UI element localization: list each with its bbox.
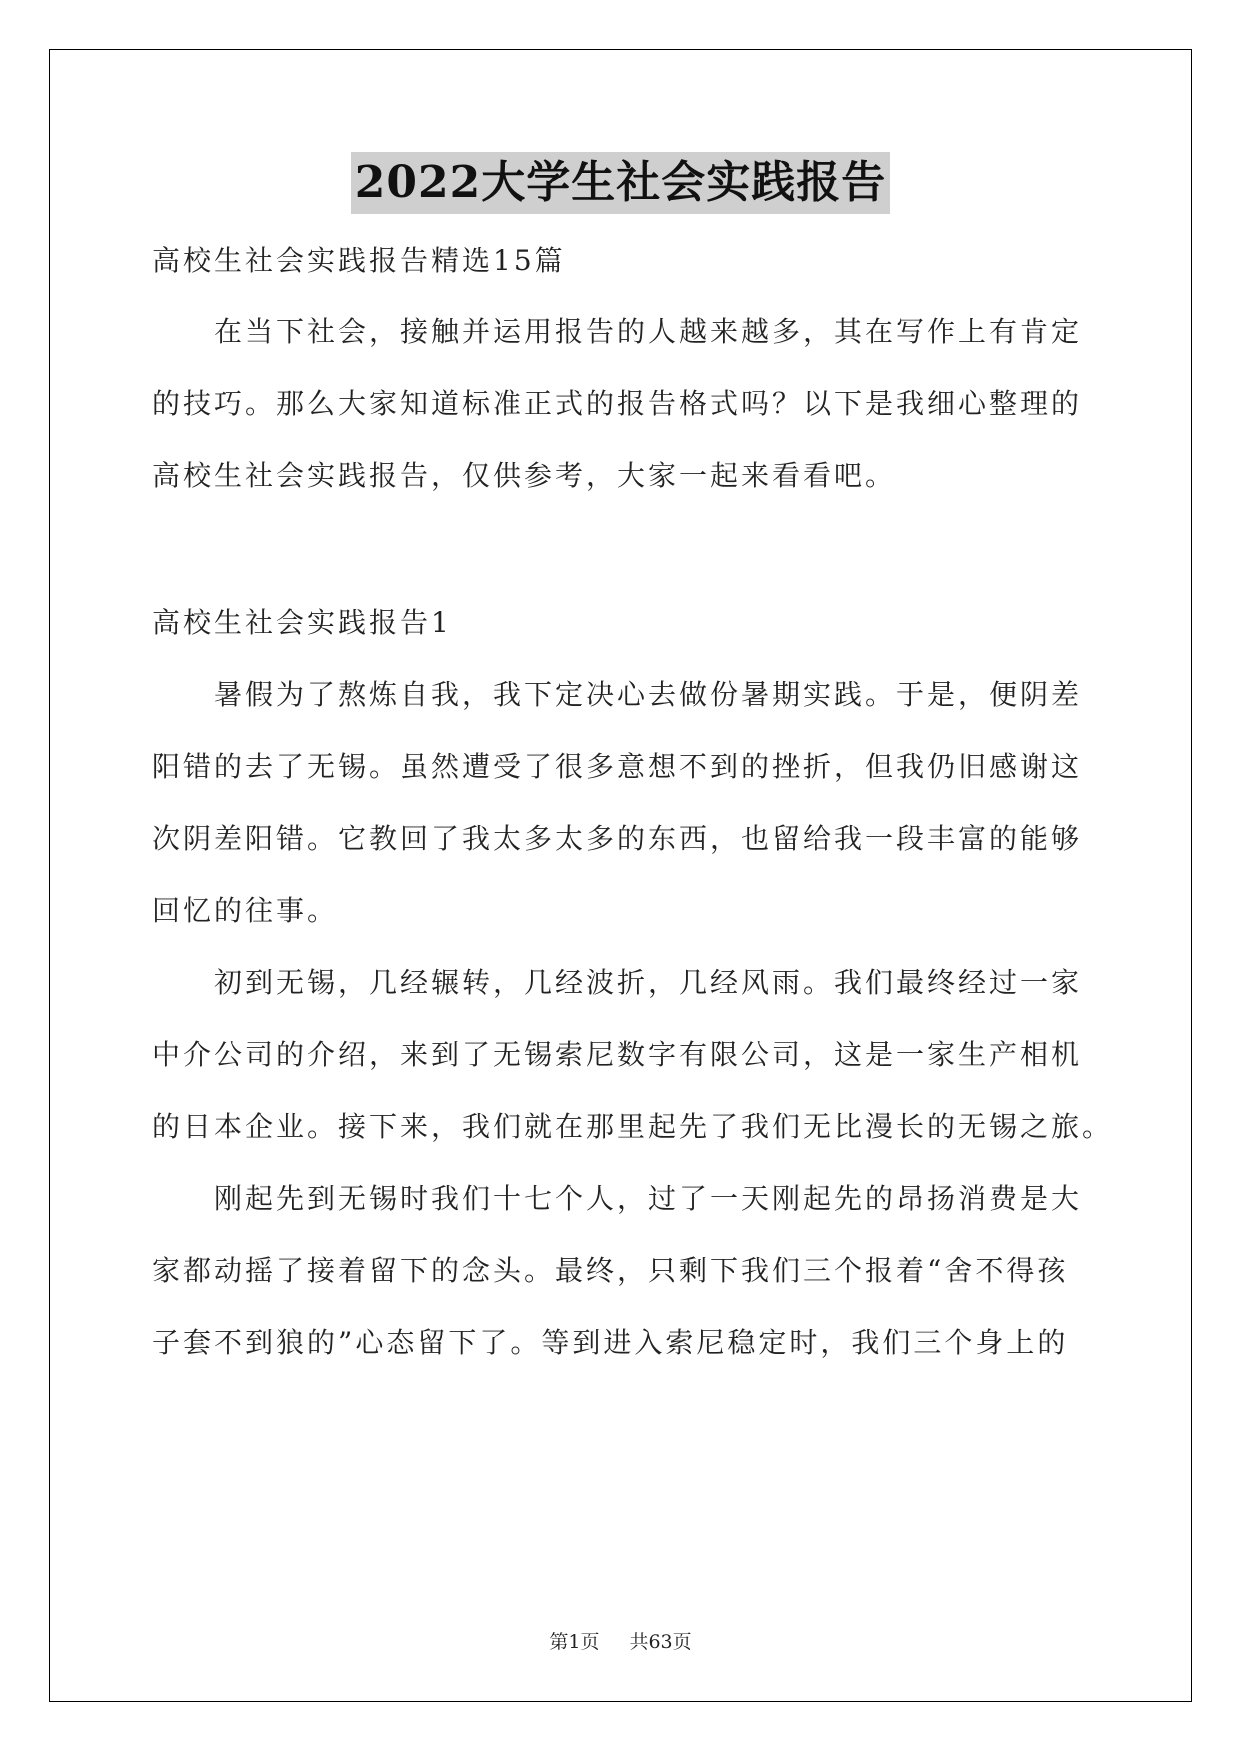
paragraph-line: 的日本企业。接下来，我们就在那里起先了我们无比漫长的无锡之旅。	[152, 1110, 1114, 1143]
subtitle-line: 高校生社会实践报告精选15篇	[152, 244, 566, 277]
paragraph-line: 的技巧。那么大家知道标准正式的报告格式吗？以下是我细心整理的	[152, 387, 1083, 420]
page-footer	[0, 1627, 1241, 1654]
paragraph-line: 阳错的去了无锡。虽然遭受了很多意想不到的挫折，但我仍旧感谢这	[152, 750, 1083, 783]
document-title: 2022大学生社会实践报告	[351, 152, 890, 214]
paragraph-line: 在当下社会，接触并运用报告的人越来越多，其在写作上有肯定	[214, 315, 1083, 348]
paragraph-line: 刚起先到无锡时我们十七个人，过了一天刚起先的昂扬消费是大	[214, 1182, 1083, 1215]
paragraph-line: 次阴差阳错。它教回了我太多太多的东西，也留给我一段丰富的能够	[152, 822, 1083, 855]
paragraph-line: 回忆的往事。	[152, 894, 339, 927]
paragraph-line: 暑假为了熬炼自我，我下定决心去做份暑期实践。于是，便阴差	[214, 678, 1083, 711]
title-container	[0, 152, 1241, 214]
paragraph-line: 高校生社会实践报告，仅供参考，大家一起来看看吧。	[152, 459, 897, 492]
paragraph-line: 子套不到狼的”心态留下了。等到进入索尼稳定时，我们三个身上的	[152, 1326, 1069, 1359]
section-heading: 高校生社会实践报告1	[152, 606, 452, 639]
page-total: 共63页	[629, 1631, 692, 1653]
paragraph-line: 家都动摇了接着留下的念头。最终，只剩下我们三个报着“舍不得孩	[152, 1254, 1069, 1287]
page-number: 第1页	[549, 1631, 600, 1653]
paragraph-line: 中介公司的介绍，来到了无锡索尼数字有限公司，这是一家生产相机	[152, 1038, 1083, 1071]
page-border	[49, 49, 1192, 1702]
paragraph-line: 初到无锡，几经辗转，几经波折，几经风雨。我们最终经过一家	[214, 966, 1083, 999]
